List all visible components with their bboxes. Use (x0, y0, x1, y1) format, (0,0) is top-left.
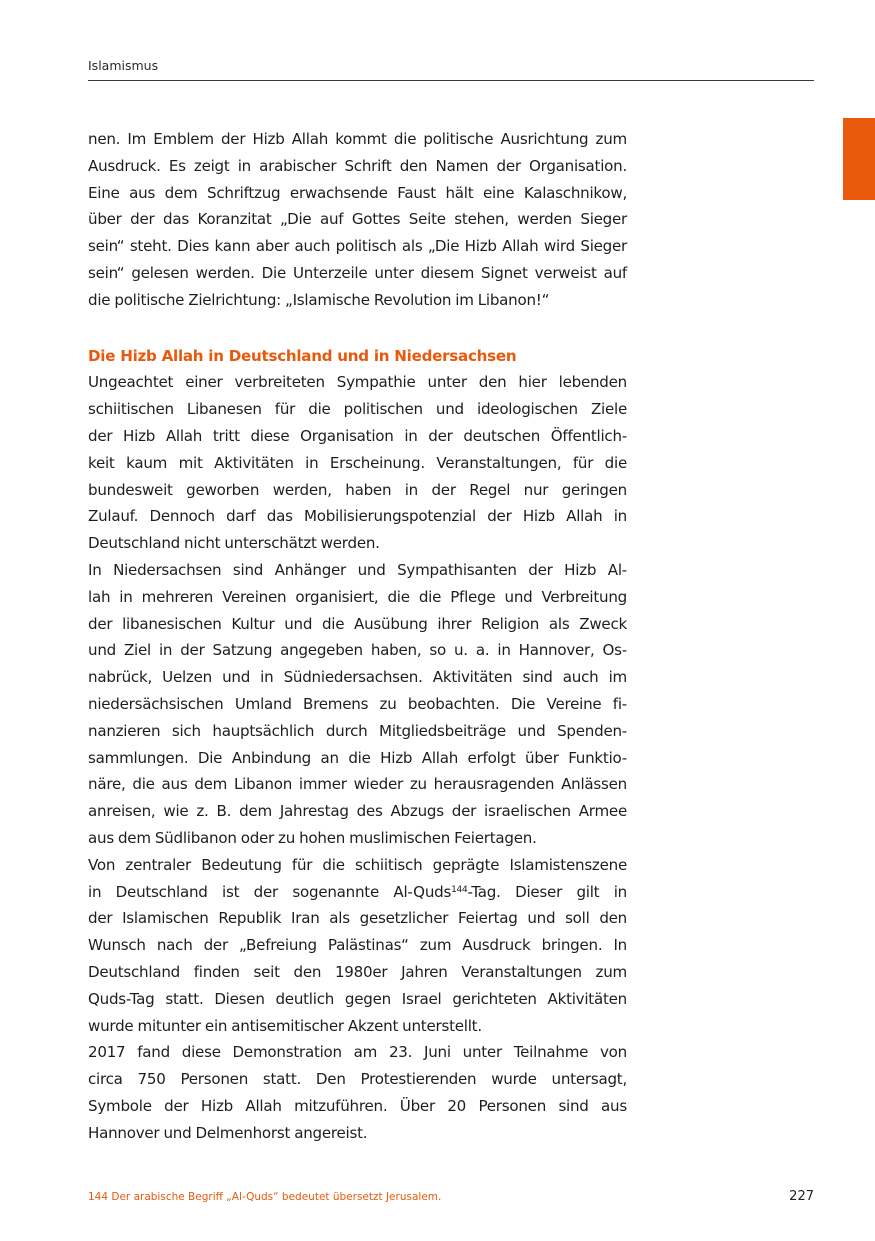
paragraph-lower-saxony (88, 557, 627, 852)
paragraph-quds-day (88, 852, 627, 1040)
text-line: nen. Im Emblem der Hizb Allah kommt die politische Ausrichtung zum (88, 130, 627, 148)
footnote: 144 Der arabische Begriff „Al-Quds“ bedeutet übersetzt Jerusalem. (88, 1191, 442, 1203)
text-line: circa 750 Personen statt. Den Protestierenden wurde untersagt, (88, 1070, 627, 1089)
text-line: keit kaum mit Aktivitäten in Erscheinung. Veranstaltungen, für die (88, 453, 627, 472)
text-line: Eine aus dem Schriftzug erwachsende Faust hält eine Kalaschnikow, (88, 183, 627, 202)
page-body (88, 126, 627, 1146)
text-line: sein“ gelesen werden. Die Unterzeile unter diesem Signet verweist auf (88, 263, 627, 282)
text-line: sammlungen. Die Anbindung an die Hizb Allah erfolgt über Funktio- (88, 748, 627, 767)
text-line: lah in mehreren Vereinen organisiert, die die Pflege und Verbreitung (88, 587, 627, 606)
page-number: 227 (789, 1189, 814, 1204)
header-rule (88, 80, 814, 81)
text-line: der Islamischen Republik Iran als gesetzlicher Feiertag und soll den (88, 909, 627, 928)
text-line: näre, die aus dem Libanon immer wieder zu herausragenden Anlässen (88, 775, 627, 794)
text-line: Hannover und Delmenhorst angereist. (88, 1123, 368, 1142)
text-line: niedersächsischen Umland Bremens zu beobachten. Die Vereine fi- (88, 694, 627, 713)
text-line: nabrück, Uelzen und in Südniedersachsen. Aktivitäten sind auch im (88, 668, 627, 687)
text-line: aus dem Südlibanon oder zu hohen muslimischen Feiertagen. (88, 828, 537, 847)
text-line: Von zentraler Bedeutung für die schiitisch geprägte Islamistenszene (88, 855, 627, 874)
text-line: Deutschland finden seit den 1980er Jahren Veranstaltungen zum (88, 962, 627, 981)
paragraph-gap (88, 314, 627, 343)
paragraph-emblem (88, 126, 627, 314)
text-line: Ausdruck. Es zeigt in arabischer Schrift den Namen der Organisation. (88, 156, 627, 175)
text-line: die politische Zielrichtung: „Islamische Revolution im Libanon!“ (88, 290, 550, 309)
text-fragment: in Deutschland ist der sogenannte Al-Quds (88, 882, 452, 901)
text-line: der Hizb Allah tritt diese Organisation in der deutschen Öffentlich- (88, 426, 627, 445)
text-line: anreisen, wie z. B. dem Jahrestag des Abzugs der israelischen Armee (88, 802, 627, 821)
paragraph-sympathy (88, 369, 627, 557)
paragraph-demonstration-2017 (88, 1039, 627, 1146)
text-line: In Niedersachsen sind Anhänger und Sympathisanten der Hizb Al- (88, 560, 627, 579)
running-title: Islamismus (88, 58, 159, 73)
text-line: Symbole der Hizb Allah mitzuführen. Über 20 Personen sind aus (88, 1096, 627, 1115)
text-line: 2017 fand diese Demonstration am 23. Juni unter Teilnahme von (88, 1043, 627, 1062)
text-line: Quds-Tag statt. Diesen deutlich gegen Israel gerichteten Aktivitäten (88, 989, 627, 1008)
text-line-with-footnote (88, 879, 627, 906)
text-line: Deutschland nicht unterschätzt werden. (88, 534, 380, 553)
footnote-reference: 144 (451, 884, 468, 895)
text-line: nanzieren sich hauptsächlich durch Mitgliedsbeiträge und Spenden- (88, 721, 627, 740)
text-line: Ungeachtet einer verbreiteten Sympathie unter den hier lebenden (88, 373, 627, 392)
text-line: und Ziel in der Satzung angegeben haben, so u. a. in Hannover, Os- (88, 641, 627, 660)
text-line: Zulauf. Dennoch darf das Mobilisierungspotenzial der Hizb Allah in (88, 507, 627, 526)
text-line: Wunsch nach der „Befreiung Palästinas“ zum Ausdruck bringen. In (88, 936, 627, 955)
section-heading: Die Hizb Allah in Deutschland und in Niedersachsen (88, 346, 517, 365)
chapter-tab-marker (843, 118, 875, 200)
text-line: der libanesischen Kultur und die Ausübung ihrer Religion als Zweck (88, 614, 627, 633)
text-line: über der das Koranzitat „Die auf Gottes Seite stehen, werden Sieger (88, 210, 627, 229)
text-line: sein“ steht. Dies kann aber auch politisch als „Die Hizb Allah wird Sieger (88, 237, 627, 256)
text-line: bundesweit geworben werden, haben in der Regel nur geringen (88, 480, 627, 499)
text-line: wurde mitunter ein antisemitischer Akzent unterstellt. (88, 1016, 482, 1035)
text-line: schiitischen Libanesen für die politischen und ideologischen Ziele (88, 400, 627, 419)
text-fragment: -Tag. Dieser gilt in (467, 882, 627, 901)
